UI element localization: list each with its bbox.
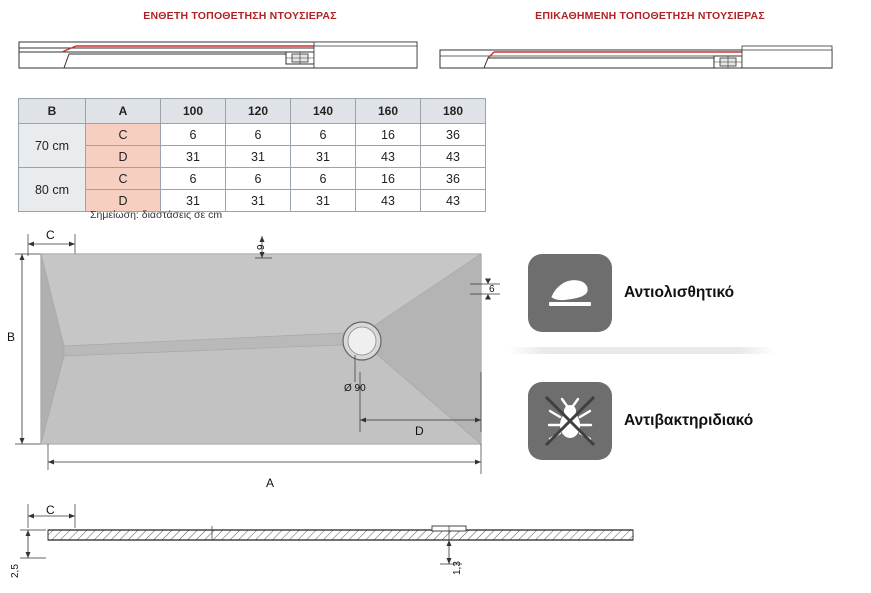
plan-label-a: A bbox=[266, 476, 275, 490]
table-header-160: 160 bbox=[356, 99, 421, 124]
table-cell-70-c-100: 6 bbox=[161, 124, 226, 146]
table-header-140: 140 bbox=[291, 99, 356, 124]
plan-label-d: D bbox=[415, 424, 424, 438]
dimensions-table bbox=[18, 98, 486, 212]
table-cell-70-d-160: 43 bbox=[356, 146, 421, 168]
table-header-row bbox=[19, 99, 486, 124]
section-label-c: C bbox=[46, 503, 55, 517]
anti-bacterial-icon bbox=[528, 382, 612, 460]
section-title-surface: ΕΠΙΚΑΘΗΜΕΝΗ ΤΟΠΟΘΕΤΗΣΗ ΝΤΟΥΣΙΕΡΑΣ bbox=[535, 10, 765, 22]
table-header-100: 100 bbox=[161, 99, 226, 124]
cross-section-inset-drawing bbox=[14, 32, 424, 80]
table-header-b: B bbox=[19, 99, 86, 124]
table-cell-80-d-140: 31 bbox=[291, 190, 356, 212]
section-label-height: 2,5 bbox=[10, 564, 21, 578]
table-header-a: A bbox=[86, 99, 161, 124]
table-cell-70-c-120: 6 bbox=[226, 124, 291, 146]
table-header-180: 180 bbox=[421, 99, 486, 124]
table-cell-70-d-140: 31 bbox=[291, 146, 356, 168]
feature-anti-slip bbox=[528, 254, 734, 332]
table-cell-a-c-70: C bbox=[86, 124, 161, 146]
table-header-120: 120 bbox=[226, 99, 291, 124]
plan-label-9: 9 bbox=[256, 244, 267, 250]
feature-label-anti-bacterial: Αντιβακτηριδιακό bbox=[624, 412, 754, 429]
table-cell-80-d-180: 43 bbox=[421, 190, 486, 212]
table-cell-80-c-120: 6 bbox=[226, 168, 291, 190]
plan-label-6: 6 bbox=[489, 284, 495, 295]
table-cell-80-c-140: 6 bbox=[291, 168, 356, 190]
dimensions-table-element bbox=[18, 98, 486, 212]
table-cell-80-d-100: 31 bbox=[161, 190, 226, 212]
table-cell-70-c-180: 36 bbox=[421, 124, 486, 146]
table-cell-b-70: 70 cm bbox=[19, 124, 86, 168]
table-row bbox=[19, 146, 486, 168]
feature-label-anti-slip: Αντιολισθητικό bbox=[624, 284, 735, 301]
cross-section-surface-drawing bbox=[436, 32, 836, 80]
table-cell-70-d-120: 31 bbox=[226, 146, 291, 168]
plan-view-drawing bbox=[0, 222, 510, 507]
table-cell-70-d-180: 43 bbox=[421, 146, 486, 168]
table-row bbox=[19, 124, 486, 146]
table-cell-80-c-180: 36 bbox=[421, 168, 486, 190]
feature-anti-bacterial bbox=[528, 382, 753, 460]
table-cell-70-d-100: 31 bbox=[161, 146, 226, 168]
feature-divider bbox=[508, 347, 776, 354]
table-cell-a-c-80: C bbox=[86, 168, 161, 190]
table-cell-70-c-140: 6 bbox=[291, 124, 356, 146]
table-cell-80-d-120: 31 bbox=[226, 190, 291, 212]
plan-label-b: B bbox=[7, 330, 16, 344]
table-row bbox=[19, 190, 486, 212]
anti-slip-icon bbox=[528, 254, 612, 332]
table-cell-a-d-70: D bbox=[86, 146, 161, 168]
table-cell-80-d-160: 43 bbox=[356, 190, 421, 212]
side-section-drawing bbox=[0, 498, 660, 593]
table-cell-b-80: 80 cm bbox=[19, 168, 86, 212]
plan-label-c: C bbox=[46, 228, 55, 242]
plan-label-drain-diameter: Ø 90 bbox=[344, 383, 366, 394]
table-cell-a-d-80: D bbox=[86, 190, 161, 212]
section-title-inset: ΕΝΘΕΤΗ ΤΟΠΟΘΕΤΗΣΗ ΝΤΟΥΣΙΕΡΑΣ bbox=[143, 10, 337, 22]
table-cell-80-c-160: 16 bbox=[356, 168, 421, 190]
section-label-drain-depth: 1,3 bbox=[452, 561, 463, 575]
table-cell-70-c-160: 16 bbox=[356, 124, 421, 146]
table-note: Σημείωση: διαστάσεις σε cm bbox=[90, 209, 223, 221]
table-row bbox=[19, 168, 486, 190]
table-cell-80-c-100: 6 bbox=[161, 168, 226, 190]
